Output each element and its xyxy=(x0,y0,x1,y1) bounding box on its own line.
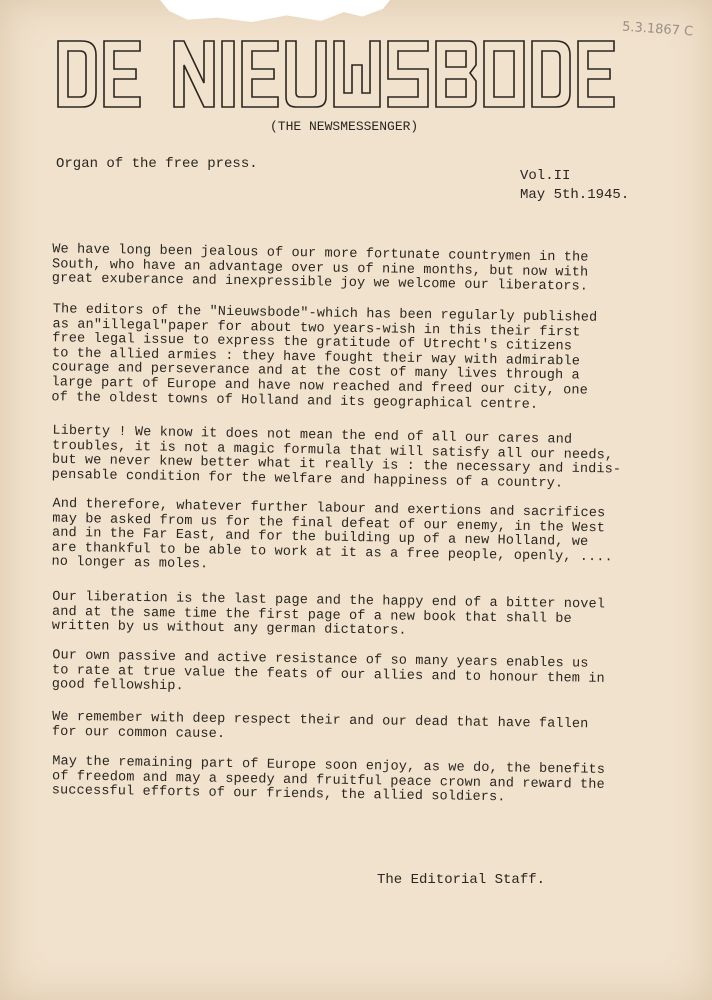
paragraph-7: We remember with deep respect their and our dead that have fallen for our common cause. xyxy=(51,709,589,742)
issue-info xyxy=(520,167,629,205)
paragraph-4: And therefore, whatever further labour and exertions and sacrifices may be asked from us for the final defeat of our enemy, in the West and in the Far East, and for the building up of a new Holland, we are thankful to be able to work at it as a free people, openly, .... no longer as moles. xyxy=(51,496,613,573)
paragraph-2: The editors of the "Nieuwsbode"-which has been regularly published as an"illegal"paper for about two years-wish in this their first free legal issue to express the gratitude of Utrecht's citizens to the allied armies : they have fought their way with admirable courage and perseverance and at the cost of many lives through a large part of Europe and have now reached and freed our city, one of the oldest towns of Holland and its geographical centre. xyxy=(51,302,598,413)
masthead-title xyxy=(56,35,646,113)
paragraph-3: Liberty ! We know it does not mean the end of all our cares and troubles, it is not a magic formula that will satisfy all our needs, but we never knew better what it really is : the necessary and indis- pensable condition for the welfare and happiness of a country. xyxy=(51,423,622,492)
paragraph-8: May the remaining part of Europe soon enjoy, as we do, the benefits of freedom and may a speedy and fruitful peace crown and reward the successful efforts of our friends, the allied soldiers. xyxy=(51,754,606,806)
paragraph-6: Our own passive and active resistance of so many years enables us to rate at true value the feats of our allies and to honour them in good fellowship. xyxy=(51,648,605,695)
signature-line: The Editorial Staff. xyxy=(377,872,546,888)
organ-line: Organ of the free press. xyxy=(56,156,258,172)
torn-edge xyxy=(160,0,390,22)
paragraph-1: We have long been jealous of our more fortunate countrymen in the South, who have an advantage over us of nine months, but now with great exuberance and inexpressible joy we welcome our liberators. xyxy=(51,242,589,295)
archive-stamp: 5.3.1867 C xyxy=(621,19,694,40)
masthead-subtitle: (THE NEWSMESSENGER) xyxy=(270,119,419,134)
paragraph-5: Our liberation is the last page and the happy end of a bitter novel and at the same time the first page of a new book that shall be written by us without any german dictators. xyxy=(51,589,606,639)
issue-date: May 5th.1945. xyxy=(520,187,630,203)
volume-number: Vol.II xyxy=(520,168,571,184)
